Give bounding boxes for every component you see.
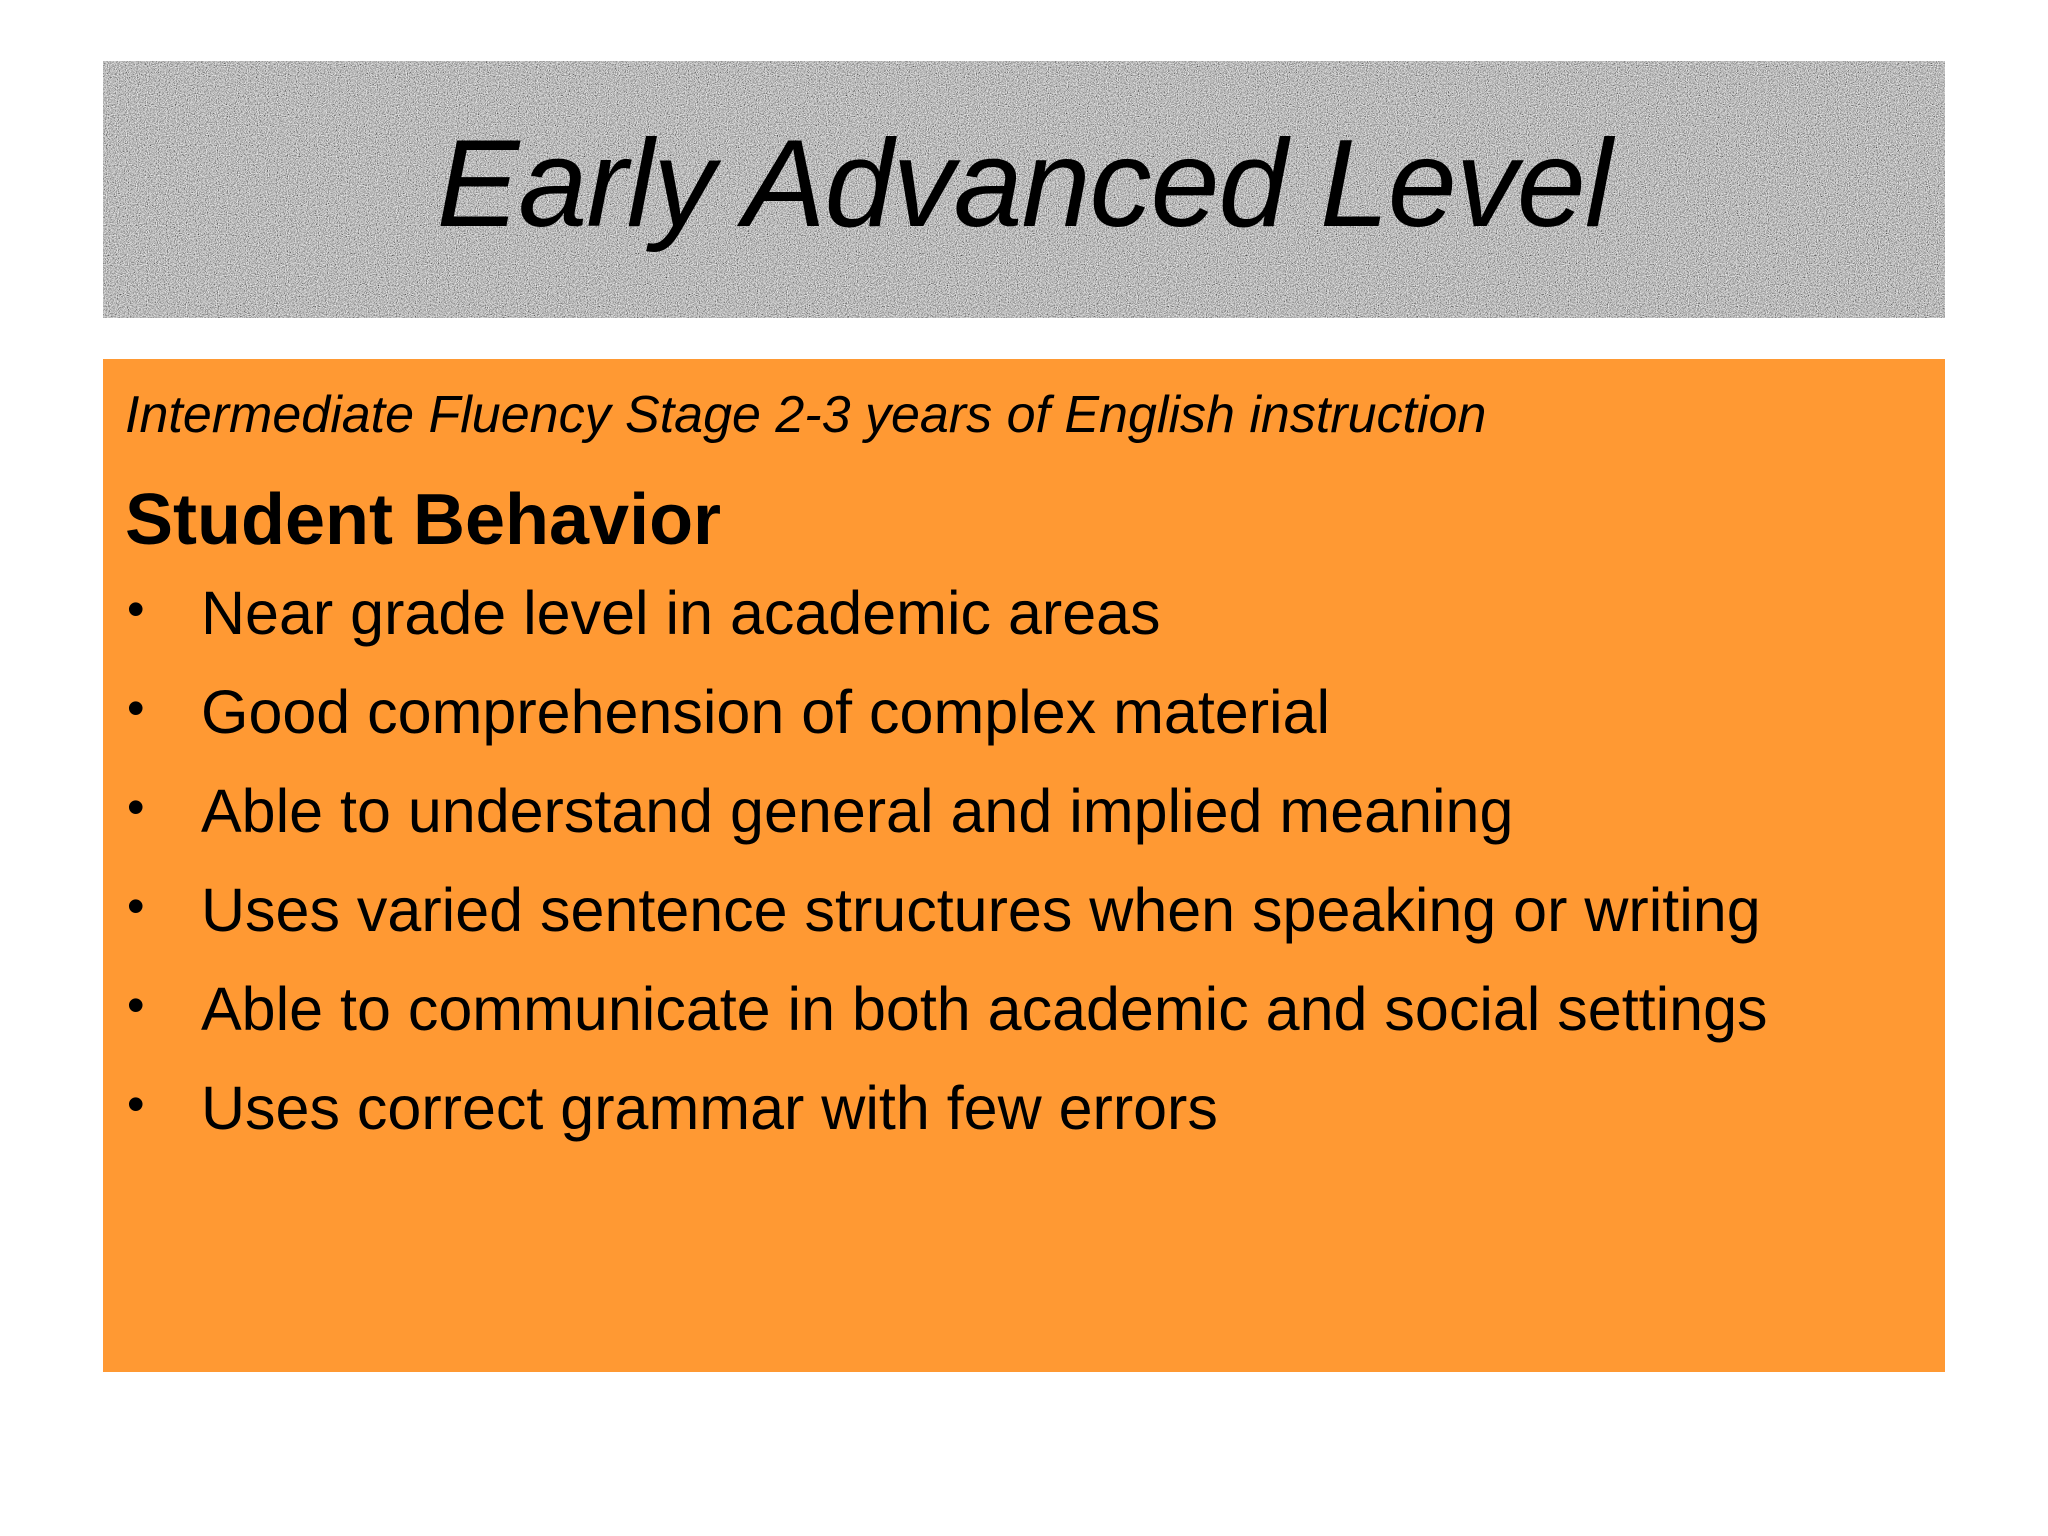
content-panel: [103, 359, 1945, 1372]
list-item-text: Uses correct grammar with few errors: [201, 1074, 1218, 1142]
list-item: [125, 1068, 1901, 1148]
bullet-icon: •: [127, 977, 145, 1033]
list-item-text: Able to communicate in both academic and social settings: [201, 975, 1768, 1043]
bullet-icon: •: [127, 779, 145, 835]
bullet-icon: •: [127, 878, 145, 934]
bullet-icon: •: [127, 680, 145, 736]
list-item: [125, 771, 1901, 851]
behavior-list: [125, 573, 1923, 1148]
title-banner: [103, 61, 1945, 318]
list-item: [125, 969, 1901, 1049]
slide-title: Early Advanced Level: [436, 114, 1612, 253]
list-item-text: Good comprehension of complex material: [201, 678, 1331, 746]
list-item-text: Near grade level in academic areas: [201, 579, 1161, 647]
list-item: [125, 672, 1901, 752]
list-item-text: Uses varied sentence structures when speaking or writing: [201, 876, 1761, 944]
bullet-icon: •: [127, 1076, 145, 1132]
list-item-text: Able to understand general and implied meaning: [201, 777, 1514, 845]
list-item: [125, 573, 1901, 653]
list-item: [125, 870, 1901, 950]
stage-subtitle: Intermediate Fluency Stage 2-3 years of English instruction: [125, 386, 1487, 444]
bullet-icon: •: [127, 581, 145, 637]
section-heading: Student Behavior: [125, 480, 722, 560]
